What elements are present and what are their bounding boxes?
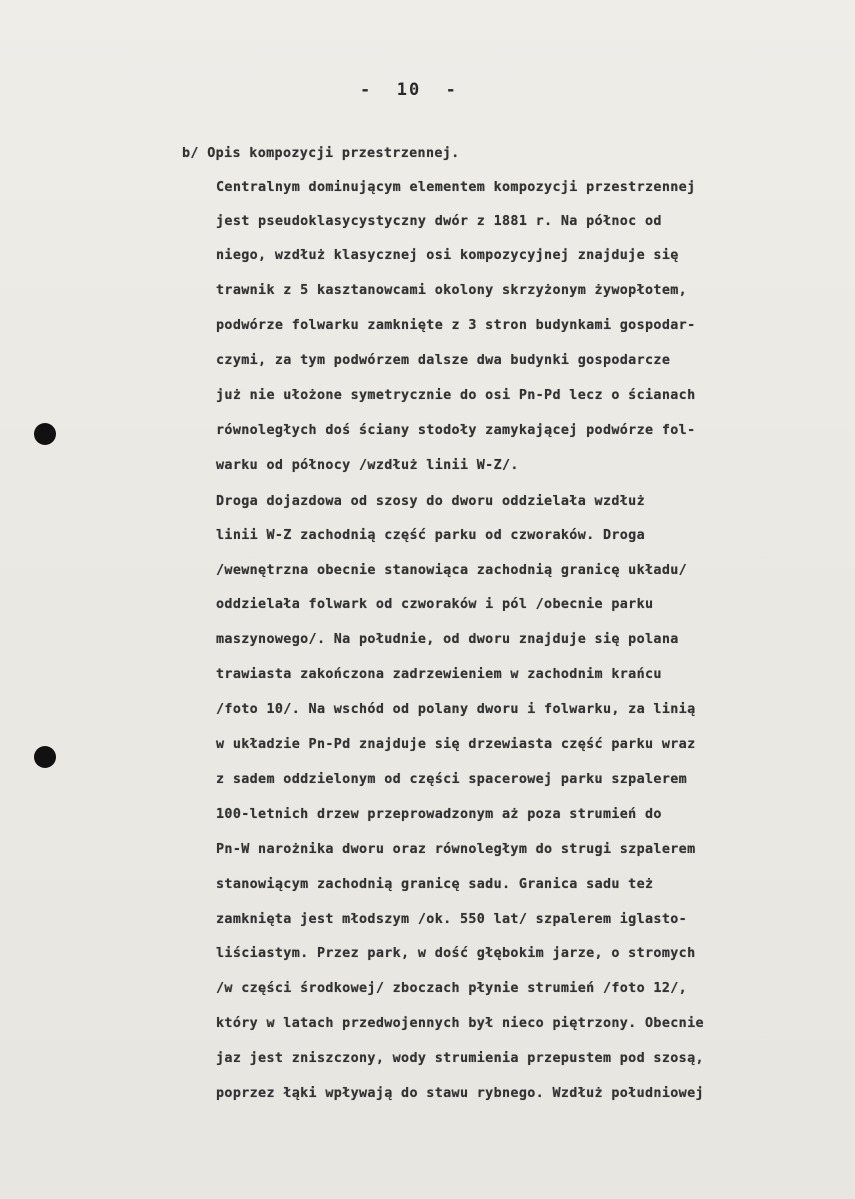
text-line: liściastym. Przez park, w dość głębokim jarze, o stromych	[216, 946, 696, 961]
text-line: trawnik z 5 kasztanowcami okolony skrzyżonym żywopłotem,	[216, 283, 688, 298]
text-line: z sadem oddzielonym od części spacerowej parku szpalerem	[216, 772, 688, 787]
text-line: który w latach przedwojennych był nieco piętrzony. Obecnie	[216, 1016, 704, 1031]
section-heading: b/ Opis kompozycji przestrzennej.	[182, 146, 460, 161]
text-line: poprzez łąki wpływają do stawu rybnego. Wzdłuż południowej	[216, 1086, 704, 1101]
text-line: zamknięta jest młodszym /ok. 550 lat/ szpalerem iglasto-	[216, 912, 688, 927]
text-line: jaz jest zniszczony, wody strumienia przepustem pod szosą,	[216, 1051, 704, 1066]
text-line: linii W-Z zachodnią część parku od czworaków. Droga	[216, 528, 646, 543]
page-number: - 10 -	[360, 80, 458, 100]
punch-hole-top	[34, 423, 56, 445]
text-line: niego, wzdłuż klasycznej osi kompozycyjnej znajduje się	[216, 248, 679, 263]
text-line: /w części środkowej/ zboczach płynie strumień /foto 12/,	[216, 981, 688, 996]
text-line: czymi, za tym podwórzem dalsze dwa budynki gospodarcze	[216, 353, 671, 368]
text-line: Droga dojazdowa od szosy do dworu oddzielała wzdłuż	[216, 494, 646, 509]
text-line: oddzielała folwark od czworaków i pól /obecnie parku	[216, 597, 654, 612]
text-line: maszynowego/. Na południe, od dworu znajduje się polana	[216, 632, 679, 647]
text-line: stanowiącym zachodnią granicę sadu. Granica sadu też	[216, 877, 654, 892]
text-line: podwórze folwarku zamknięte z 3 stron budynkami gospodar-	[216, 318, 696, 333]
text-line: Centralnym dominującym elementem kompozycji przestrzennej	[216, 180, 696, 195]
text-line: Pn-W narożnika dworu oraz równoległym do strugi szpalerem	[216, 842, 696, 857]
text-line: warku od północy /wzdłuż linii W-Z/.	[216, 458, 519, 473]
text-line: równoległych doś ściany stodoły zamykającej podwórze fol-	[216, 423, 696, 438]
text-line: już nie ułożone symetrycznie do osi Pn-Pd lecz o ścianach	[216, 388, 696, 403]
text-line: trawiasta zakończona zadrzewieniem w zachodnim krańcu	[216, 667, 662, 682]
text-line: 100-letnich drzew przeprowadzonym aż poza strumień do	[216, 807, 662, 822]
text-line: jest pseudoklasycystyczny dwór z 1881 r. Na północ od	[216, 214, 662, 229]
punch-hole-bottom	[34, 746, 56, 768]
text-line: w układzie Pn-Pd znajduje się drzewiasta część parku wraz	[216, 737, 696, 752]
text-line: /foto 10/. Na wschód od polany dworu i folwarku, za linią	[216, 702, 696, 717]
text-line: /wewnętrzna obecnie stanowiąca zachodnią granicę układu/	[216, 563, 688, 578]
